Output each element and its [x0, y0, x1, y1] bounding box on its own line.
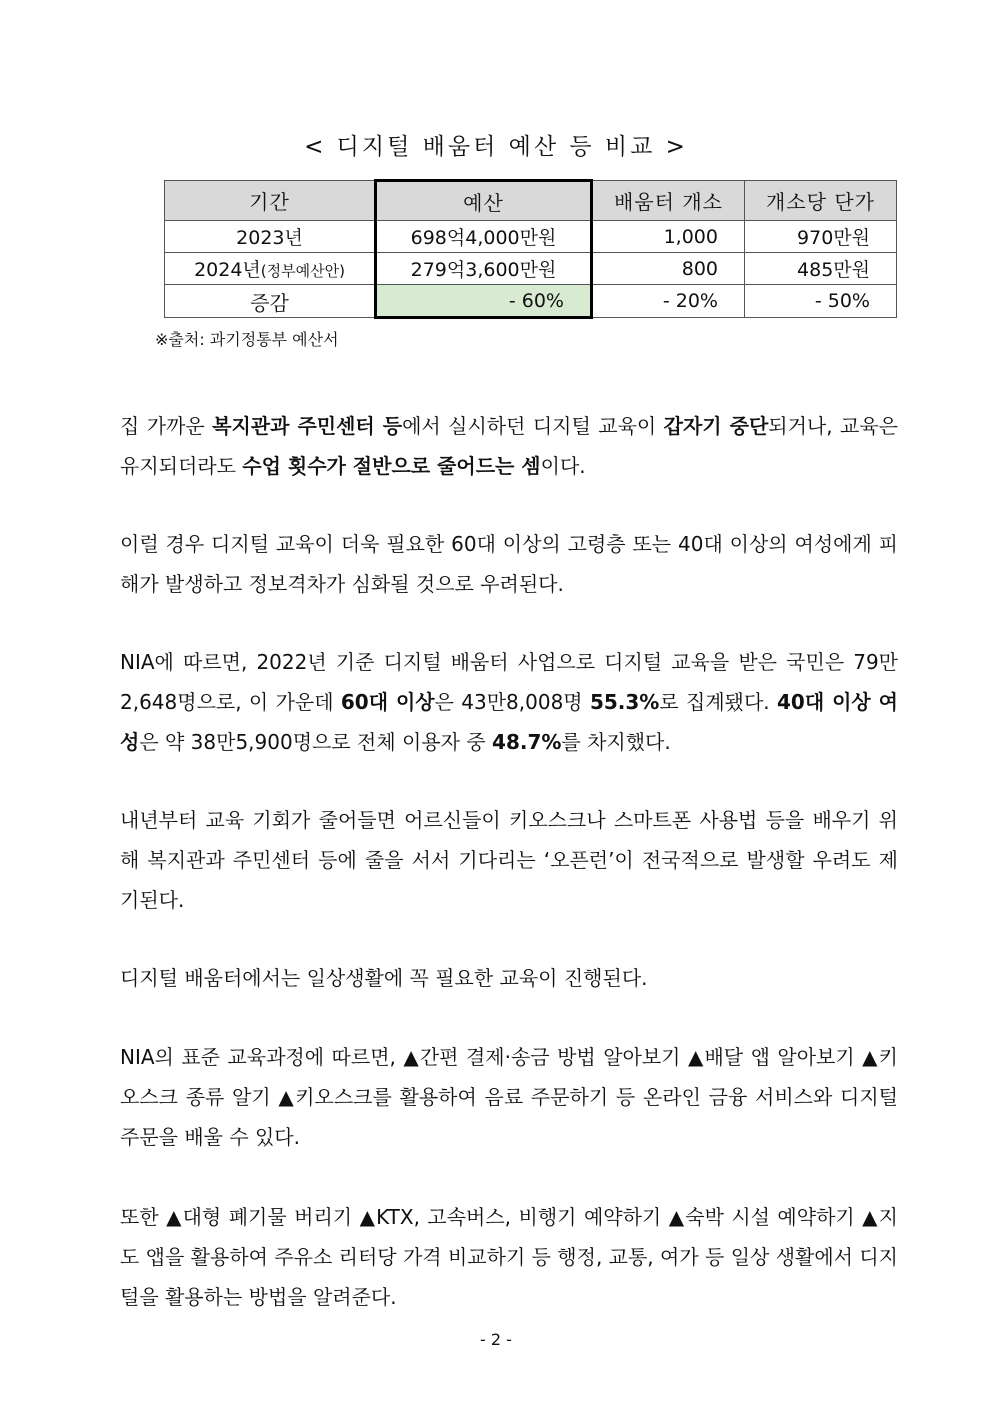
bold-text: 60대 이상: [340, 690, 435, 714]
text-run: 은 약 38만5,900명으로 전체 이용자 중: [139, 730, 493, 754]
period-label: 2024년: [194, 259, 261, 281]
period-label: 증감: [250, 290, 289, 315]
bold-text: 복지관과 주민센터 등: [212, 414, 403, 438]
text-run: 은 43만8,008명: [434, 690, 590, 714]
period-label: 2023년: [236, 227, 303, 249]
cell-period: [165, 285, 376, 318]
text-run: NIA에 따르면, 2022년 기준 디지털 배움터 사업으로 디지털 교육을 받은 국민은 79만2,648명으로, 이 가운데: [120, 650, 898, 714]
text-run: NIA의 표준 교육과정에 따르면, ▲간편 결제·송금 방법 알아보기 ▲배달 앱 알아보기 ▲키오스크 종류 알기 ▲키오스크를 활용하여 음료 주문하기 등 온라인 금융 서비스와 디지털 주문을 배울 수 있다.: [120, 1045, 898, 1149]
text-run: 집 가까운: [120, 414, 213, 438]
bold-text: 55.3%: [589, 690, 660, 714]
paragraph: [120, 642, 898, 762]
cell-sites: 800: [592, 253, 745, 285]
paragraph: [120, 958, 898, 998]
cell-period: [165, 221, 376, 253]
header-period: 기간: [165, 181, 376, 221]
text-run: 이다.: [540, 454, 586, 478]
page-number: - 2 -: [480, 1330, 512, 1349]
table-header-row: [165, 181, 897, 221]
text-run: 되거나, 교육은 유지되더라도: [120, 414, 898, 478]
header-unit-cost: 개소당 단가: [745, 181, 897, 221]
paragraph: [120, 524, 898, 604]
table-title: < 디지털 배움터 예산 등 비교 >: [304, 134, 688, 160]
header-budget: 예산: [376, 181, 592, 221]
text-run: 로 집계됐다.: [659, 690, 777, 714]
paragraph: [120, 800, 898, 920]
budget-comparison-table: [164, 179, 897, 319]
header-sites: 배움터 개소: [592, 181, 745, 221]
cell-unit-cost: - 50%: [745, 285, 897, 318]
cell-unit-cost: 485만원: [745, 253, 897, 285]
cell-period: [165, 253, 376, 285]
text-run: 또한 ▲대형 폐기물 버리기 ▲KTX, 고속버스, 비행기 예약하기 ▲숙박 시설 예약하기 ▲지도 앱을 활용하여 주유소 리터당 가격 비교하기 등 행정, 교통, 여가 등 일상 생활에서 디지털을 활용하는 방법을 알려준다.: [120, 1205, 898, 1309]
paragraph: [120, 1037, 898, 1157]
table-row: [165, 285, 897, 318]
table-row: [165, 221, 897, 253]
cell-budget: - 60%: [376, 285, 592, 318]
text-run: 를 차지했다.: [561, 730, 671, 754]
text-run: 디지털 배움터에서는 일상생활에 꼭 필요한 교육이 진행된다.: [120, 966, 648, 990]
bold-text: 갑자기 중단: [663, 414, 769, 438]
cell-budget: 698억4,000만원: [376, 221, 592, 253]
bold-text: 수업 횟수가 절반으로 줄어드는 셈: [242, 454, 541, 478]
table-row: [165, 253, 897, 285]
cell-unit-cost: 970만원: [745, 221, 897, 253]
bold-text: 48.7%: [492, 730, 562, 754]
bold-text: 40대 이상 여성: [120, 690, 898, 754]
text-run: 에서 실시하던 디지털 교육이: [402, 414, 664, 438]
text-run: 이럴 경우 디지털 교육이 더욱 필요한 60대 이상의 고령층 또는 40대 이상의 여성에게 피해가 발생하고 정보격차가 심화될 것으로 우려된다.: [120, 532, 898, 596]
cell-budget: 279억3,600만원: [376, 253, 592, 285]
text-run: 내년부터 교육 기회가 줄어들면 어르신들이 키오스크나 스마트폰 사용법 등을 배우기 위해 복지관과 주민센터 등에 줄을 서서 기다리는 ‘오픈런’이 전국적으로 발생할 우려도 제기된다.: [120, 808, 898, 912]
paragraph: [120, 1197, 898, 1317]
cell-sites: 1,000: [592, 221, 745, 253]
cell-sites: - 20%: [592, 285, 745, 318]
paragraph: [120, 406, 898, 486]
period-note: (정부예산안): [260, 262, 345, 280]
table-source-note: ※출처: 과기정통부 예산서: [155, 330, 339, 349]
